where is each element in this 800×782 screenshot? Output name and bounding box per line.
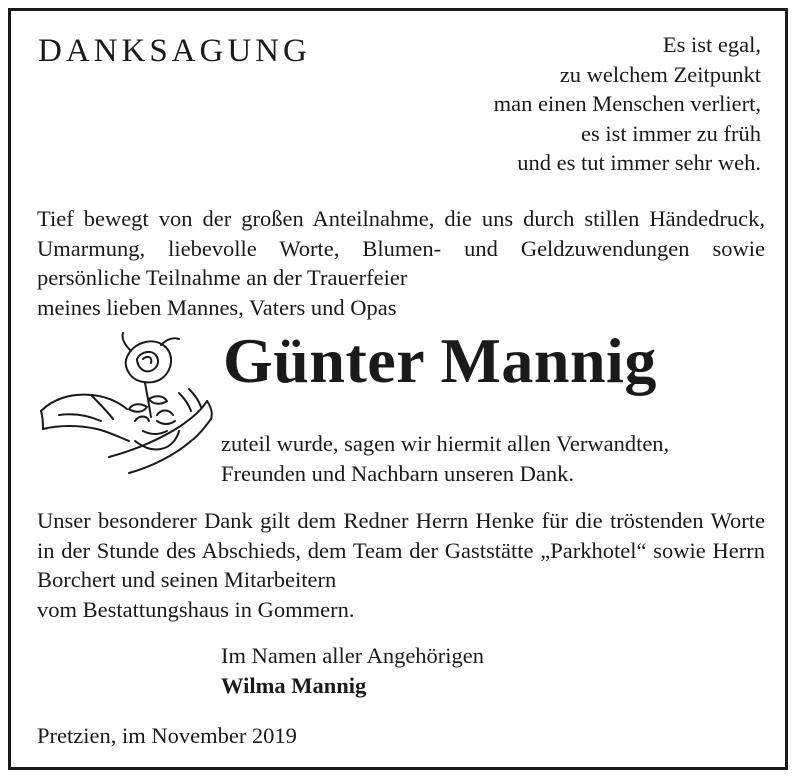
heading: DANKSAGUNG (38, 33, 311, 69)
poem-line: Es ist egal, (662, 32, 761, 57)
special-thanks-last-line: vom Bestattungshaus in Gommern. (37, 596, 355, 622)
poem-line: man einen Menschen verliert, (493, 91, 761, 116)
thanks-paragraph-last-line: meines lieben Mannes, Vaters und Opas (37, 294, 397, 320)
signature-intro: Im Namen aller Angehörigen (221, 643, 485, 668)
special-thanks-paragraph (37, 506, 765, 624)
continuation-line: zuteil wurde, sagen wir hiermit allen Verwandten, (221, 431, 670, 456)
obituary-card (8, 8, 788, 770)
special-thanks-body: Unser besonderer Dank gilt dem Redner Herrn Henke für die tröstenden Worte in der Stunde des Abschieds, dem Team der Gaststätte „Parkhotel“ sowie Herrn Borchert und seinen Mitarbeitern (37, 508, 765, 592)
place-date: Pretzien, im November 2019 (37, 723, 297, 748)
signature-name: Wilma Mannig (221, 673, 367, 698)
poem-line: zu welchem Zeitpunkt (559, 61, 761, 87)
thanks-paragraph-continuation (221, 429, 771, 488)
signature-block (221, 641, 484, 701)
continuation-line: Freunden und Nachbarn unseren Dank. (221, 460, 575, 486)
deceased-name: Günter Mannig (223, 325, 657, 396)
poem-line: es ist immer zu früh (581, 120, 761, 146)
hands-holding-rose-icon (39, 329, 217, 477)
poem-line: und es tut immer sehr weh. (517, 150, 761, 175)
thanks-paragraph-intro (37, 204, 765, 322)
poem (494, 30, 761, 178)
thanks-paragraph-body: Tief bewegt von der großen Anteilnahme, die uns durch stillen Händedruck, Umarmung, liebevolle Worte, Blumen- und Geldzuwendungen sowie persönliche Teilnahme an der Trauerfeier (37, 206, 765, 290)
